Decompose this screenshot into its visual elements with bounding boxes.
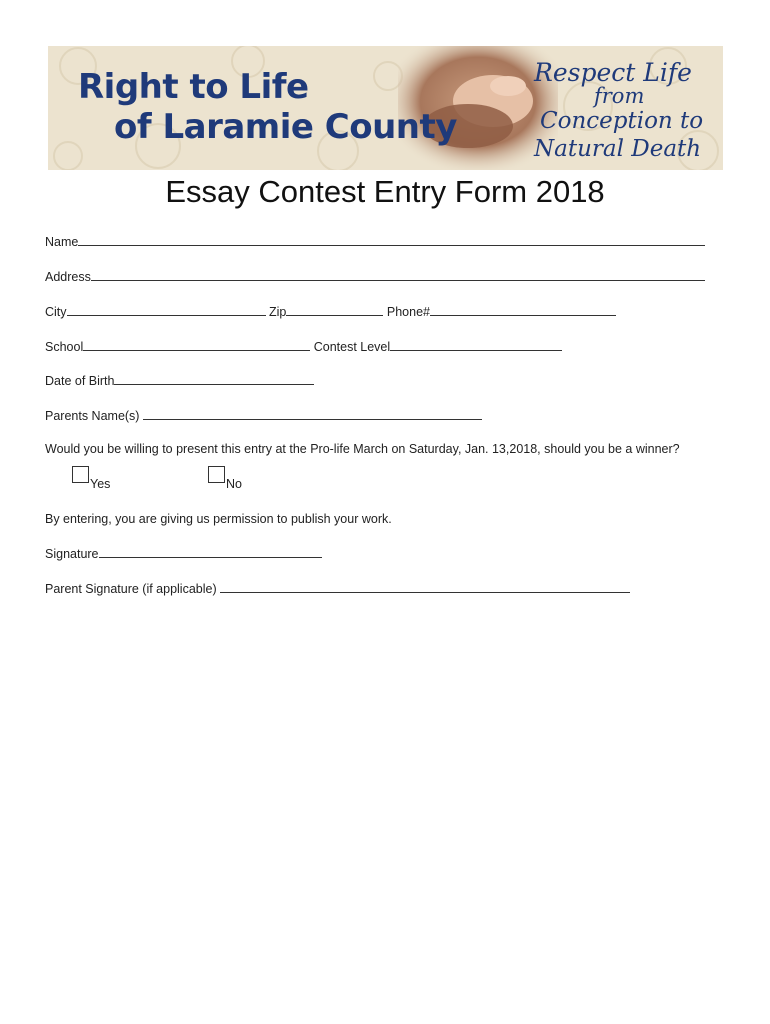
signature-row: [45, 546, 322, 561]
yes-label: Yes: [90, 477, 111, 491]
tagline-line1: Respect Life: [534, 58, 692, 87]
dob-field[interactable]: [114, 373, 314, 385]
parent-signature-field[interactable]: [220, 581, 630, 593]
city-label: City: [45, 305, 67, 319]
school-contest-row: [45, 339, 562, 354]
address-label: Address: [45, 270, 91, 284]
phone-field[interactable]: [430, 304, 616, 316]
presentation-question: Would you be willing to present this entry at the Pro-life March on Saturday, Jan. 13,2018, should you be a winner?: [45, 442, 680, 456]
organization-name: [78, 67, 457, 147]
address-field-row: [45, 269, 705, 284]
address-field[interactable]: [91, 269, 705, 281]
yes-checkbox[interactable]: [72, 466, 89, 483]
name-field[interactable]: [78, 234, 705, 246]
tagline: [528, 54, 718, 166]
phone-label: Phone#: [386, 305, 430, 319]
parents-label: Parents Name(s): [45, 409, 140, 423]
name-field-row: [45, 234, 705, 249]
parent-signature-label: Parent Signature (if applicable): [45, 582, 217, 596]
parent-signature-row: [45, 581, 630, 596]
signature-field[interactable]: [99, 546, 322, 558]
dob-label: Date of Birth: [45, 374, 115, 388]
contest-level-field[interactable]: [390, 339, 562, 351]
contest-level-label: Contest Level: [313, 340, 391, 354]
name-label: Name: [45, 235, 79, 249]
city-field[interactable]: [67, 304, 266, 316]
no-checkbox[interactable]: [208, 466, 225, 483]
page-title: Essay Contest Entry Form 2018: [165, 174, 605, 209]
signature-label: Signature: [45, 547, 99, 561]
header-banner: [48, 46, 723, 170]
org-name-line1: Right to Life: [78, 67, 309, 107]
school-label: School: [45, 340, 84, 354]
no-option[interactable]: [208, 466, 242, 491]
tagline-line4: Natural Death: [534, 136, 702, 162]
zip-field[interactable]: [286, 304, 383, 316]
zip-label: Zip: [269, 305, 287, 319]
parents-field[interactable]: [143, 408, 482, 420]
school-field[interactable]: [83, 339, 310, 351]
tagline-line2: from: [594, 84, 645, 108]
parents-field-row: [45, 408, 482, 423]
tagline-line3: Conception to: [540, 108, 704, 134]
city-zip-phone-row: [45, 304, 616, 319]
no-label: No: [226, 477, 242, 491]
dob-field-row: [45, 373, 314, 388]
org-name-line2: of Laramie County: [114, 107, 457, 147]
yes-option[interactable]: [72, 466, 111, 491]
permission-statement: By entering, you are giving us permission to publish your work.: [45, 512, 392, 526]
